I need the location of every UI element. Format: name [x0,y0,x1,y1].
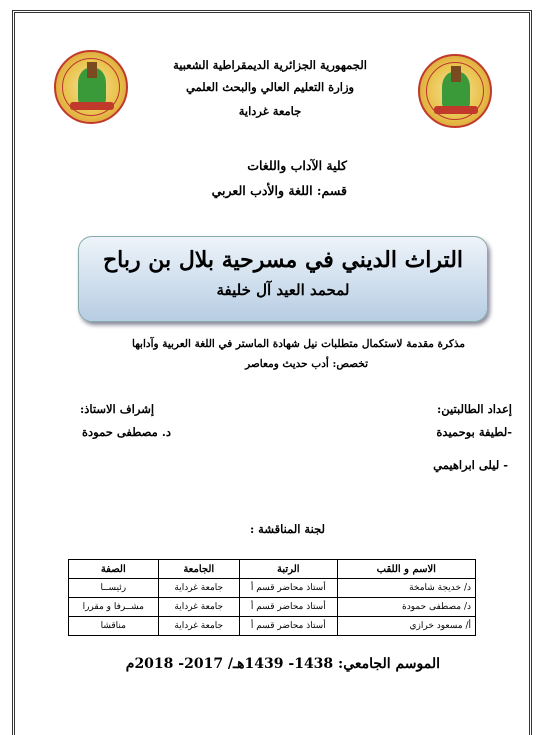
member-university: جامعة غرداية [158,617,239,636]
table-row [69,617,476,636]
supervisor-name: د. مصطفى حمودة [82,425,171,439]
column-header-name: الاسم و اللقب [337,560,475,579]
member-rank: أستاذ محاضر قسم أ [239,579,337,598]
member-name: د/ خديجة شامخة [337,579,475,598]
student-1: -لطيفة بوحميدة [436,425,512,439]
member-university: جامعة غرداية [158,598,239,617]
table-row [69,598,476,617]
specialty: تخصص: أدب حديث ومعاصر [245,358,368,370]
member-role: رئيســا [69,579,159,598]
thesis-author-line: لمحمد العيد آل خليفة [216,281,350,299]
member-name: أ/ مسعود خرازي [337,617,475,636]
table-row [69,579,476,598]
member-name: د/ مصطفى حمودة [337,598,475,617]
faculty-name: كلية الآداب واللغات [247,158,347,173]
university-logo-right [418,54,492,128]
university-logo-left [54,50,128,124]
table-header-row [69,560,476,579]
memo-description: مذكرة مقدمة لاستكمال متطلبات نيل شهادة الماستر في اللغة العربية وآدابها [132,338,465,350]
column-header-rank: الرتبة [239,560,337,579]
university-name: جامعة غرداية [238,104,302,118]
thesis-title: التراث الديني في مسرحية بلال بن رباح [102,247,464,273]
academic-season: الموسم الجامعي: 1438- 1439هـ/ 2017- 2018م [125,656,440,672]
thesis-title-box [78,236,488,322]
column-header-university: الجامعة [158,560,239,579]
column-header-role: الصفة [69,560,159,579]
member-rank: أستاذ محاضر قسم أ [239,617,337,636]
supervisor-label: إشراف الاستاذ: [80,402,155,416]
committee-label: لجنة المناقشة : [249,522,325,536]
member-role: مناقشا [69,617,159,636]
member-rank: أستاذ محاضر قسم أ [239,598,337,617]
member-university: جامعة غرداية [158,579,239,598]
students-label: إعداد الطالبتين: [437,402,512,416]
department-name: قسم: اللغة والأدب العربي [211,183,347,198]
member-role: مشــرفا و مقررا [69,598,159,617]
student-2: - ليلى ابراهيمي [433,458,508,472]
republic-name: الجمهورية الجزائرية الديمقراطية الشعبية [173,58,367,72]
committee-table [68,559,476,636]
ministry-name: وزارة التعليم العالي والبحث العلمي [185,80,355,94]
